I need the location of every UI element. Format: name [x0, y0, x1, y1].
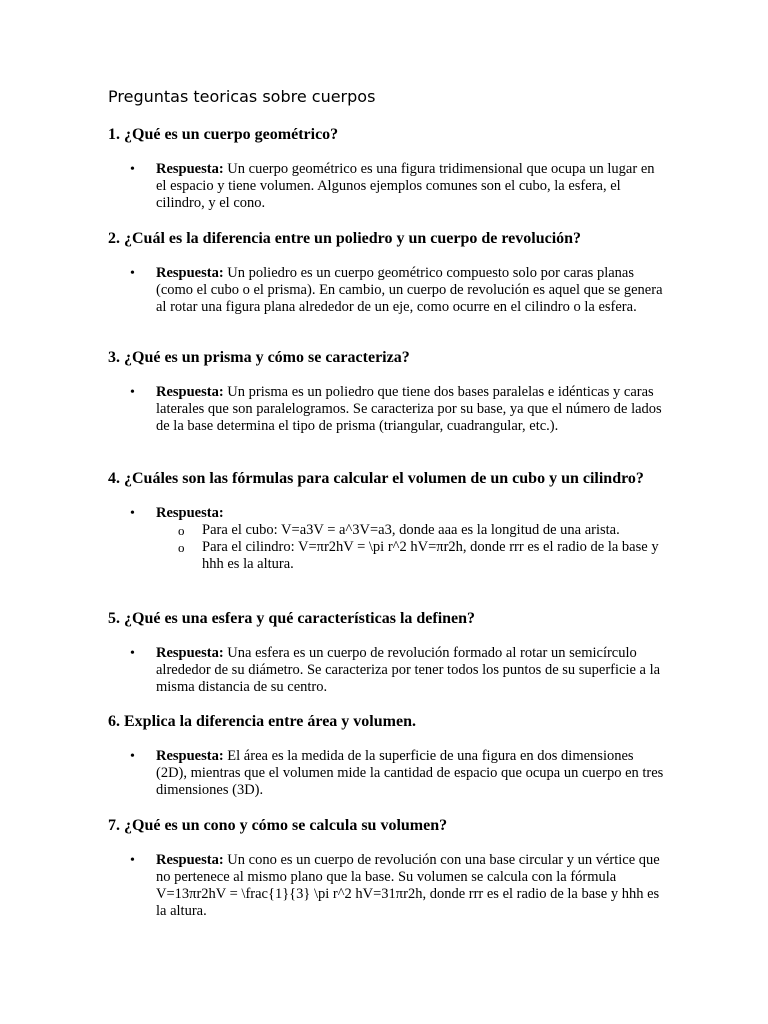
answer-item — [108, 384, 668, 435]
answer-label: Respuesta: — [156, 852, 224, 868]
answer-list — [108, 161, 668, 212]
question-heading: 6. Explica la diferencia entre área y volumen. — [108, 713, 416, 730]
answer-list — [108, 265, 668, 316]
question-2 — [108, 230, 668, 316]
answer-item — [108, 505, 668, 573]
bullet-icon: • — [130, 266, 135, 281]
answer-item — [108, 265, 668, 316]
formula-text: Para el cubo: V=a3V = a^3V=a3, donde aaa es la longitud de una arista. — [202, 522, 620, 538]
answer-text: Un cono es un cuerpo de revolución con una base circular y un vértice que no pertenece al mismo plano que la base. Su volumen se calcula con la fórmula V=13πr2hV = \frac{1}{3} \pi r^2 hV=31πr2h, donde rrr es el radio de la base y hhh es la altura. — [156, 852, 660, 919]
question-heading: 5. ¿Qué es una esfera y qué características la definen? — [108, 610, 476, 627]
answer-item — [108, 748, 668, 799]
formula-item-cube — [156, 522, 668, 539]
question-6 — [108, 713, 668, 799]
answer-list — [108, 852, 668, 920]
answer-label: Respuesta: — [156, 748, 224, 764]
question-heading: 7. ¿Qué es un cono y cómo se calcula su volumen? — [108, 817, 448, 834]
answer-list — [108, 645, 668, 696]
question-4 — [108, 470, 668, 573]
question-1 — [108, 126, 668, 212]
formula-text: Para el cilindro: V=πr2hV = \pi r^2 hV=πr2h, donde rrr es el radio de la base y hhh es la altura. — [202, 539, 659, 572]
question-5 — [108, 610, 668, 696]
answer-list — [108, 384, 668, 435]
answer-label: Respuesta: — [156, 384, 224, 400]
bullet-icon: • — [130, 749, 135, 764]
answer-label: Respuesta: — [156, 645, 224, 661]
circle-bullet-icon: o — [178, 523, 185, 538]
question-heading: 4. ¿Cuáles son las fórmulas para calcular el volumen de un cubo y un cilindro? — [108, 470, 644, 487]
question-7 — [108, 817, 668, 920]
answer-label: Respuesta: — [156, 161, 224, 177]
answer-text: Un poliedro es un cuerpo geométrico compuesto solo por caras planas (como el cubo o el prisma). En cambio, un cuerpo de revolución es aquel que se genera al rotar una figura plana alrededor de un eje, como ocurre en el cilindro o la esfera. — [156, 265, 663, 315]
answer-label: Respuesta: — [156, 265, 224, 281]
answer-item — [108, 852, 668, 920]
answer-text: Una esfera es un cuerpo de revolución formado al rotar un semicírculo alrededor de su diámetro. Se caracteriza por tener todos los puntos de su superficie a la misma distancia de su centro. — [156, 645, 661, 695]
bullet-icon: • — [130, 506, 135, 521]
answer-list — [108, 748, 668, 799]
answer-text: El área es la medida de la superficie de una figura en dos dimensiones (2D), mientras que el volumen mide la cantidad de espacio que ocupa un cuerpo en tres dimensiones (3D). — [156, 748, 664, 798]
bullet-icon: • — [130, 646, 135, 661]
circle-bullet-icon: o — [178, 540, 185, 555]
question-heading: 2. ¿Cuál es la diferencia entre un poliedro y un cuerpo de revolución? — [108, 230, 582, 247]
bullet-icon: • — [130, 385, 135, 400]
document-title: Preguntas teoricas sobre cuerpos — [108, 87, 376, 106]
answer-text: Un cuerpo geométrico es una figura tridimensional que ocupa un lugar en el espacio y tiene volumen. Algunos ejemplos comunes son el cubo, la esfera, el cilindro, y el cono. — [156, 161, 655, 211]
bullet-icon: • — [130, 853, 135, 868]
formula-item-cylinder — [156, 539, 668, 573]
answer-item — [108, 161, 668, 212]
answer-list — [108, 505, 668, 573]
answer-item — [108, 645, 668, 696]
bullet-icon: • — [130, 162, 135, 177]
formula-list — [156, 522, 668, 573]
question-3 — [108, 349, 668, 435]
answer-text: Un prisma es un poliedro que tiene dos bases paralelas e idénticas y caras laterales que son paralelogramos. Se caracteriza por su base, ya que el número de lados de la base determina el tipo de prisma (triangular, cuadrangular, etc.). — [156, 384, 662, 434]
question-heading: 3. ¿Qué es un prisma y cómo se caracteriza? — [108, 349, 410, 366]
answer-label: Respuesta: — [156, 505, 224, 521]
question-heading: 1. ¿Qué es un cuerpo geométrico? — [108, 126, 339, 143]
